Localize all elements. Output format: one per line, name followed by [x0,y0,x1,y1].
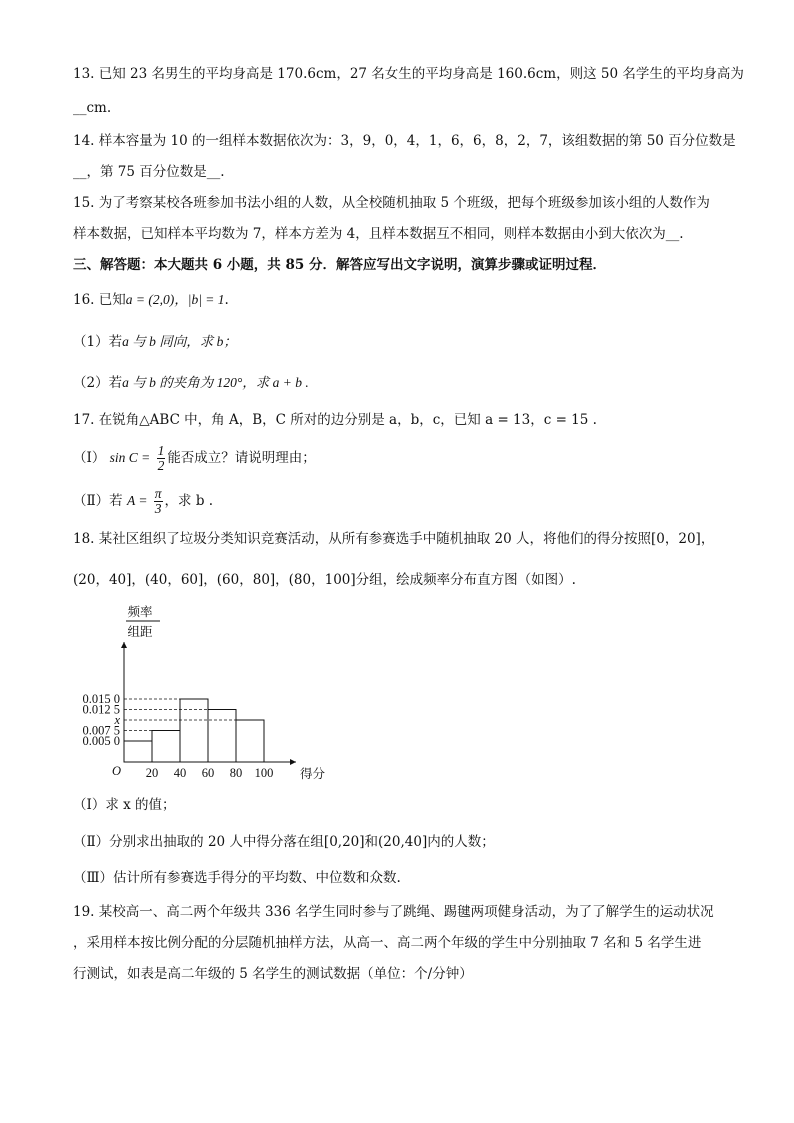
q17-part1-frac-num: 1 [157,443,165,458]
q18-line1: 18. 某社区组织了垃圾分类知识竞赛活动，从所有参赛选手中随机抽取 20 人，将他们的得分按照[0，20]， [73,531,715,547]
histogram-bar-2 [180,699,208,762]
y-tick-label-2: x [114,713,120,727]
y-tick-label-3: 0.012 5 [82,702,120,717]
q16-stem [73,290,229,310]
q17-part1-math: sin C = [109,450,151,465]
q16-part2 [73,373,309,393]
q17-part2-frac-num: π [154,486,162,501]
q17-part2-fraction [154,487,163,516]
q18-part1: （Ⅰ）求 x 的值； [73,797,176,813]
q14-line1: 14. 样本容量为 10 的一组样本数据依次为：3，9，0，4，1，6，6，8，2，7，该组数据的第 50 百分位数是 [73,133,736,149]
q17-part2-text: ，求 b . [164,493,214,509]
frequency-histogram [82,600,340,790]
q13-line1: 13. 已知 23 名男生的平均身高是 170.6cm，27 名女生的平均身高是 160.6cm，则这 50 名学生的平均身高为 [73,66,744,82]
q17-part1 [73,444,316,473]
x-tick-label-3: 80 [229,766,243,780]
histogram-figure [82,600,340,790]
y-tick-label-0: 0.005 0 [82,734,120,748]
q14-line2: __，第 75 百分位数是__. [73,164,225,180]
histogram-bar-0 [124,741,152,762]
q18-line2: (20，40]，(40，60]，(60，80]，(80，100]分组，绘成频率分布直方图（如图）. [73,572,576,588]
q17-part2-frac-den: 3 [154,501,162,516]
y-axis-label-denominator: 组距 [127,625,153,639]
q16-part2-text: a 与 b 的夹角为 120°，求 a + b . [122,375,309,390]
x-tick-label-2: 60 [201,766,215,780]
q15-line2: 样本数据，已知样本平均数为 7，样本方差为 4，且样本数据互不相同，则样本数据由小到大依次为__. [73,226,684,242]
section-heading: 三、解答题：本大题共 6 小题，共 85 分．解答应写出文字说明，演算步骤或证明过程． [73,257,606,273]
x-axis-label: 得分 [300,767,326,781]
origin-label: O [112,764,122,778]
q17-part1-text: 能否成立？请说明理由； [167,450,316,466]
q17-part2-math: A = [126,493,148,508]
y-tick-label-1: 0.007 5 [82,723,120,738]
q17-part1-label: （Ⅰ） [73,450,106,466]
y-axis-label-numerator: 频率 [127,605,153,619]
q16-part1 [73,332,237,352]
histogram-bar-4 [236,720,264,762]
x-tick-label-1: 40 [173,766,187,780]
q16-stem-math: a = (2,0)，|b| = 1 [125,292,225,307]
q16-part1-text: a 与 b 同向，求 b； [122,334,237,349]
q19-line1: 19. 某校高一、高二两个年级共 336 名学生同时参与了跳绳、踢毽两项健身活动，为了了解学生的运动状况 [73,904,714,920]
q19-line3: 行测试，如表是高二年级的 5 名学生的测试数据（单位：个/分钟） [73,966,473,982]
q17-part1-frac-den: 2 [157,458,165,473]
q17-part2-label: （Ⅱ）若 [73,493,123,509]
q17-stem: 17. 在锐角△ABC 中，角 A，B，C 所对的边分别是 a，b，c，已知 a = 13，c = 15 . [73,412,597,428]
q18-part3: （Ⅲ）估计所有参赛选手得分的平均数、中位数和众数. [73,870,401,886]
histogram-bar-3 [208,710,236,763]
q16-part2-label: （2）若 [73,375,123,391]
q16-part1-label: （1）若 [73,334,123,350]
q18-part2: （Ⅱ）分别求出抽取的 20 人中得分落在组[0,20]和(20,40]内的人数； [73,834,495,850]
q17-part1-fraction [157,444,166,473]
y-tick-label-4: 0.015 0 [82,692,120,706]
q16-stem-prefix: 16. 已知 [73,292,126,308]
q15-line1: 15. 为了考察某校各班参加书法小组的人数，从全校随机抽取 5 个班级，把每个班级参加该小组的人数作为 [73,195,710,211]
q19-line2: ，采用样本按比例分配的分层随机抽样方法，从高一、高二两个年级的学生中分别抽取 7 名和 5 名学生进 [73,935,702,951]
x-tick-label-4: 100 [254,766,274,780]
histogram-bar-1 [152,731,180,763]
x-tick-label-0: 20 [145,766,159,780]
q16-stem-suffix: . [224,292,229,308]
q13-line2: __cm. [73,100,112,116]
q17-part2 [73,487,213,516]
